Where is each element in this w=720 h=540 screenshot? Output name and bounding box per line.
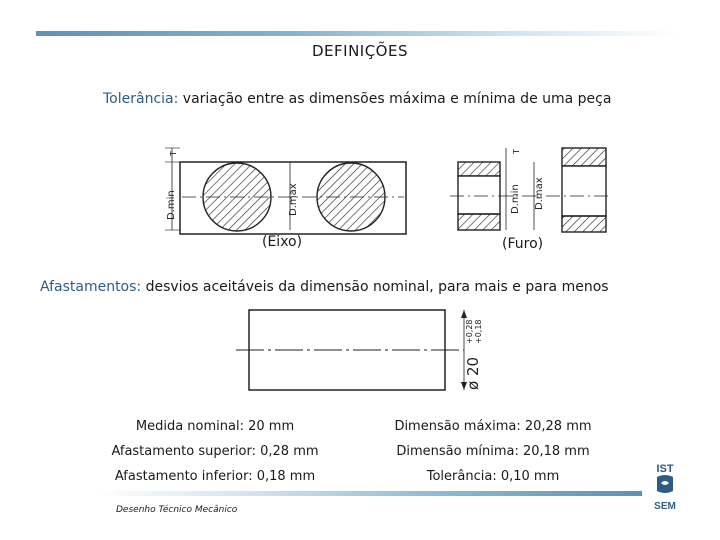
institution-logo — [651, 461, 679, 513]
footer-course-name: Desenho Técnico Mecânico — [116, 505, 238, 515]
dim-upper-deviation: +0,28 — [465, 319, 474, 344]
dim-lower-deviation: +0,18 — [474, 319, 483, 344]
page-title: DEFINIÇÕES — [311, 42, 408, 60]
hole-drawing — [450, 148, 610, 232]
hole-label-dmax: D.max — [534, 177, 545, 210]
deviations-definition — [40, 279, 609, 295]
tolerance-text: variação entre as dimensões máxima e mínima de uma peça — [178, 91, 612, 107]
caption-hole: (Furo) — [502, 236, 544, 252]
deviation-figure — [236, 308, 496, 394]
tolerance-figure — [150, 138, 620, 238]
shaft-label-dmax: D.max — [288, 183, 299, 216]
tolerance-definition — [103, 91, 611, 107]
logo-top-text: IST — [656, 463, 674, 475]
spec-lower-deviation: Afastamento inferior: 0,18 mm — [114, 469, 316, 484]
bottom-accent-bar — [96, 491, 642, 496]
shaft-label-dmin: D.min — [166, 190, 177, 220]
hole-label-T: T — [512, 149, 521, 154]
caption-shaft: (Eixo) — [262, 234, 303, 250]
deviations-text: desvios aceitáveis da dimensão nominal, para mais e para menos — [141, 279, 609, 295]
deviations-term: Afastamentos: — [40, 279, 142, 295]
shaft-label-T: T — [169, 151, 178, 156]
spec-max-dimension: Dimensão máxima: 20,28 mm — [394, 419, 592, 434]
logo-bottom-text: SEM — [654, 501, 676, 512]
dim-main-label: ø 20 — [464, 356, 482, 390]
spec-upper-deviation: Afastamento superior: 0,28 mm — [111, 444, 319, 459]
tolerance-term: Tolerância: — [103, 91, 179, 107]
shaft-drawing — [165, 148, 406, 234]
hole-label-dmin: D.min — [510, 184, 521, 214]
spec-nominal: Medida nominal: 20 mm — [135, 419, 295, 434]
spec-tolerance: Tolerância: 0,10 mm — [426, 469, 560, 484]
top-accent-bar — [36, 31, 680, 36]
spec-min-dimension: Dimensão mínima: 20,18 mm — [396, 444, 590, 459]
